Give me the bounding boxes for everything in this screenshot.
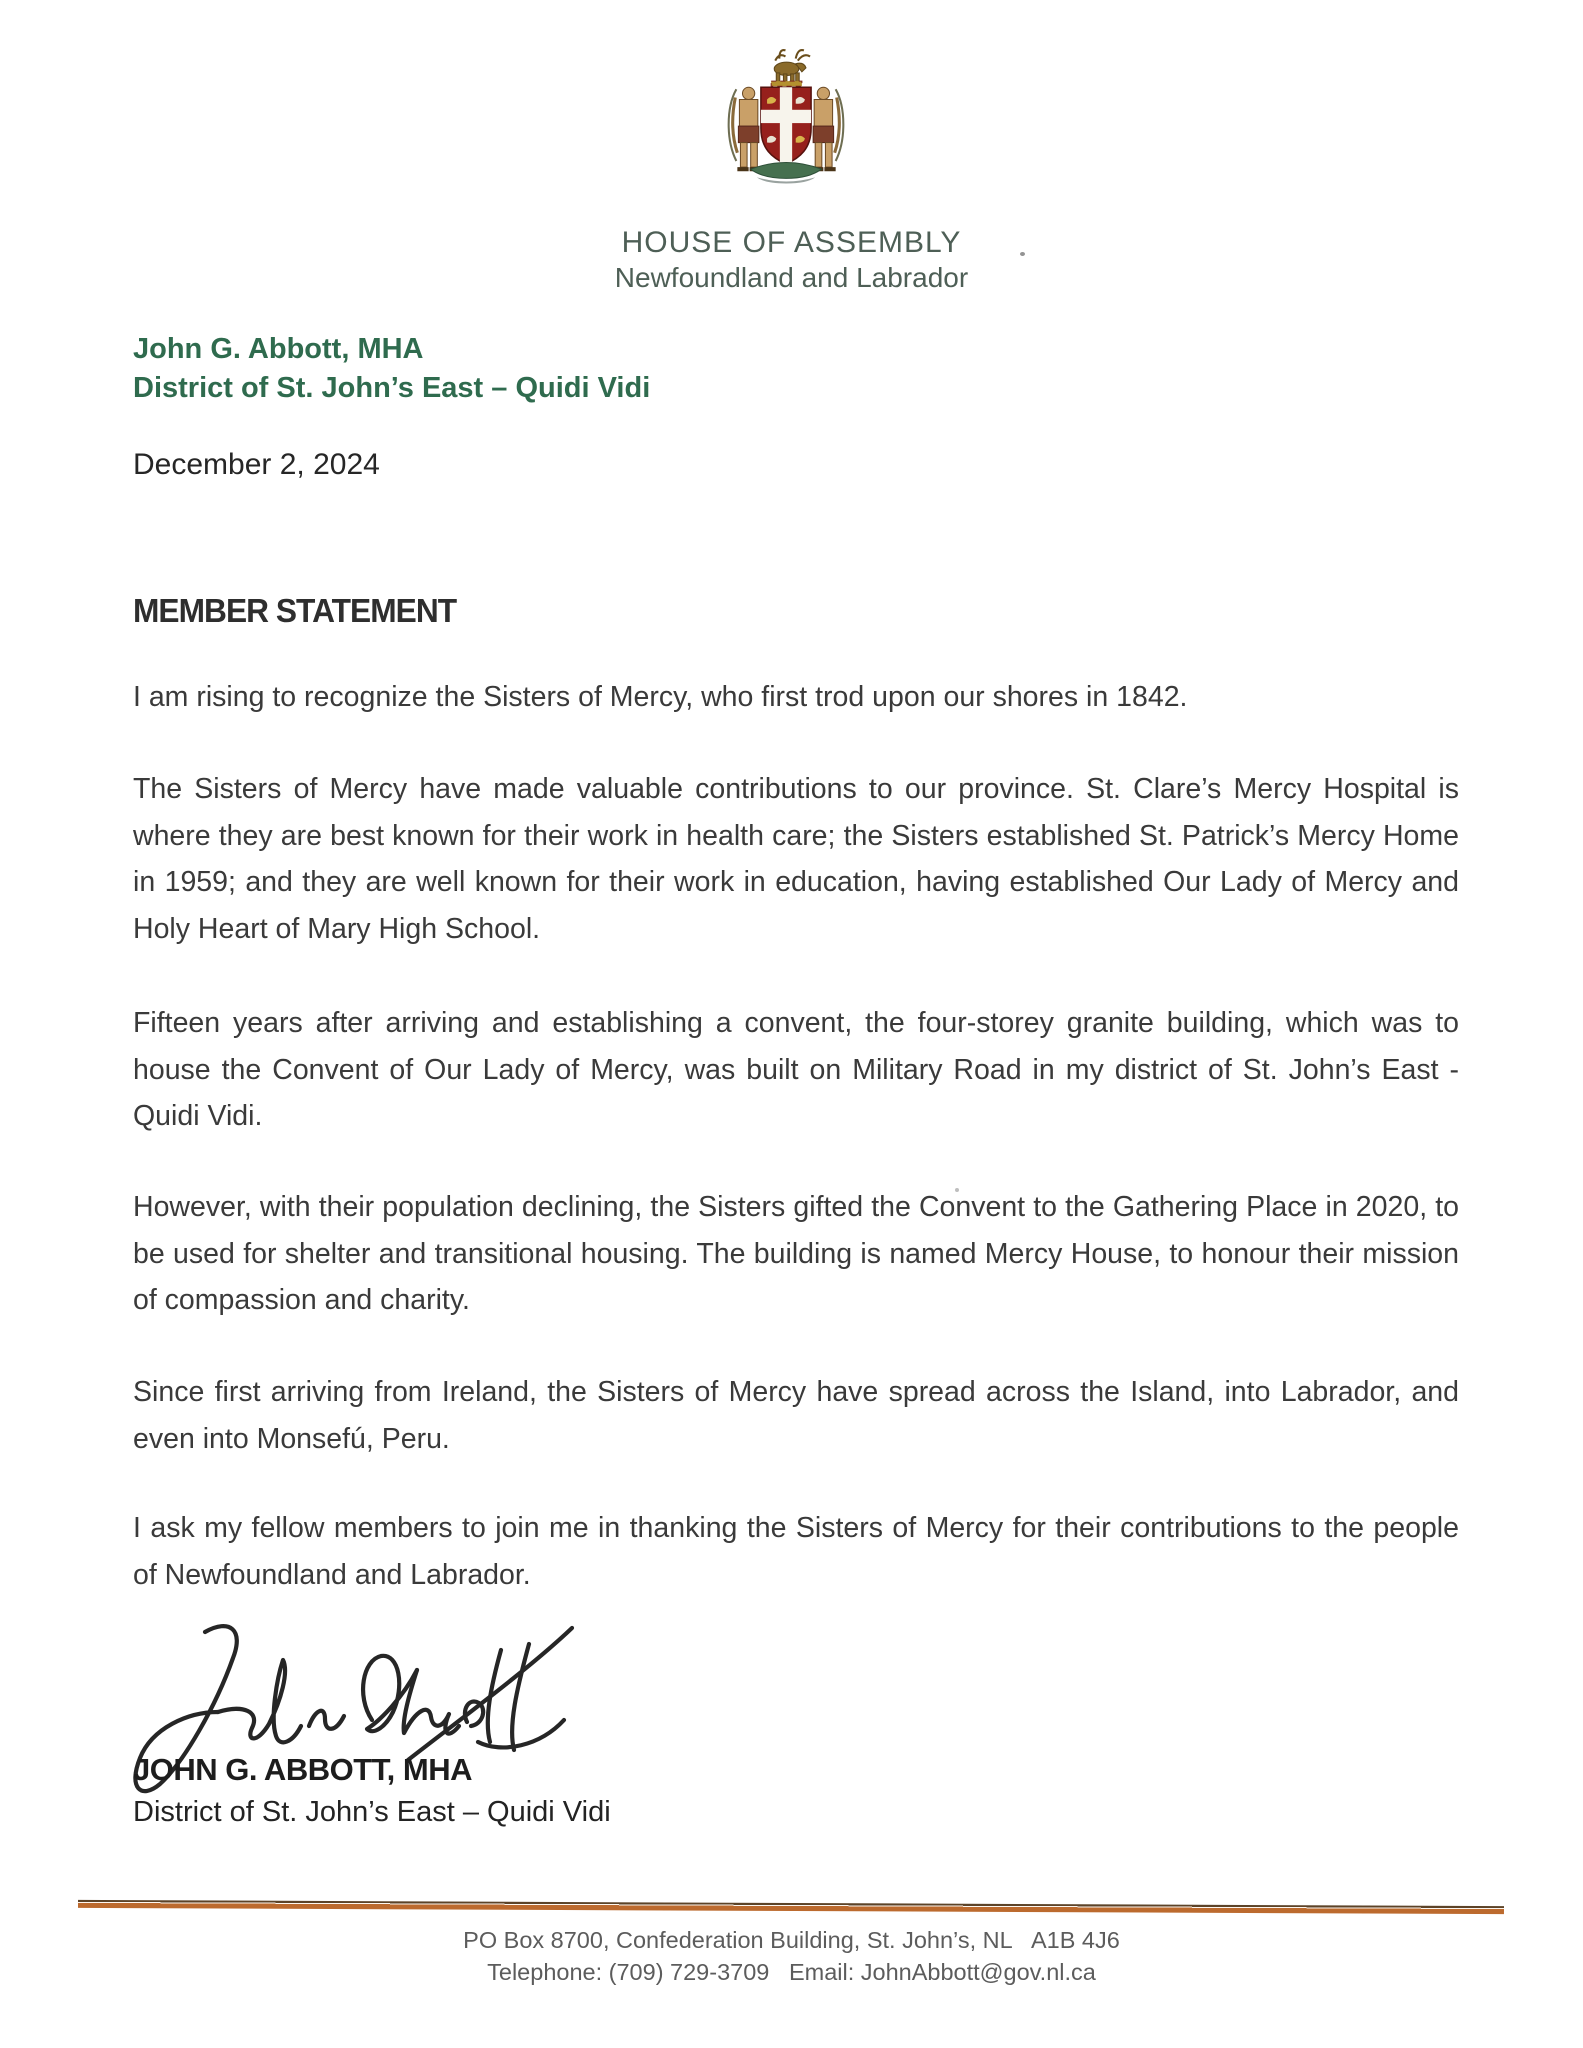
org-region: Newfoundland and Labrador bbox=[614, 262, 969, 293]
sender-name: John G. Abbott, MHA bbox=[133, 333, 424, 365]
left-supporter bbox=[733, 87, 761, 171]
paragraph-2: The Sisters of Mercy have made valuable contributions to our province. St. Clare’s Mercy Hospital is where they are best known for their work in health care; the Sisters established St. Patrick’s Mercy Home in 1959; and they are well known for their work in education, having established Our Lady of Mercy and Holy Heart of Mary High School. bbox=[133, 773, 1459, 945]
scan-speck bbox=[955, 1188, 959, 1192]
sender-district: District of St. John’s East – Quidi Vidi bbox=[133, 372, 651, 404]
paragraph-4: However, with their population declining, the Sisters gifted the Convent to the Gathering Place in 2020, to be used for shelter and transitional housing. The building is named Mercy House, to honour their mission of compassion and charity. bbox=[133, 1191, 1459, 1316]
footer-address: PO Box 8700, Confederation Building, St. John’s, NL A1B 4J6 bbox=[463, 1927, 1120, 1953]
torse bbox=[771, 81, 802, 86]
newfoundland-coat-of-arms-icon bbox=[722, 46, 850, 192]
paragraph-6: I ask my fellow members to join me in thanking the Sisters of Mercy for their contributions to the people of Newfoundland and Labrador. bbox=[133, 1512, 1459, 1591]
footer-divider bbox=[78, 1900, 1504, 1914]
signatory-district: District of St. John’s East – Quidi Vidi bbox=[133, 1796, 611, 1828]
sender-block bbox=[133, 330, 650, 408]
footer-contact: Telephone: (709) 729-3709 Email: JohnAbbott@gov.nl.ca bbox=[487, 1959, 1096, 1985]
signatory-name: JOHN G. ABBOTT, MHA bbox=[133, 1752, 472, 1787]
right-supporter bbox=[812, 87, 839, 171]
org-title: HOUSE OF ASSEMBLY bbox=[621, 226, 962, 259]
statement-title: MEMBER STATEMENT bbox=[133, 592, 457, 629]
paragraph-3: Fifteen years after arriving and establishing a convent, the four-storey granite building, which was to house the Convent of Our Lady of Mercy, was built on Military Road in my district of St. John’s East - Quidi Vidi. bbox=[133, 1007, 1459, 1132]
letter-date: December 2, 2024 bbox=[133, 448, 380, 481]
caribou-crest bbox=[774, 50, 810, 82]
shield bbox=[761, 87, 811, 164]
paragraph-5: Since first arriving from Ireland, the Sisters of Mercy have spread across the Island, into Labrador, and even into Monsefú, Peru. bbox=[133, 1376, 1459, 1455]
scan-speck bbox=[1020, 252, 1025, 256]
paragraph-1: I am rising to recognize the Sisters of Mercy, who first trod upon our shores in 1842. bbox=[133, 681, 1188, 713]
